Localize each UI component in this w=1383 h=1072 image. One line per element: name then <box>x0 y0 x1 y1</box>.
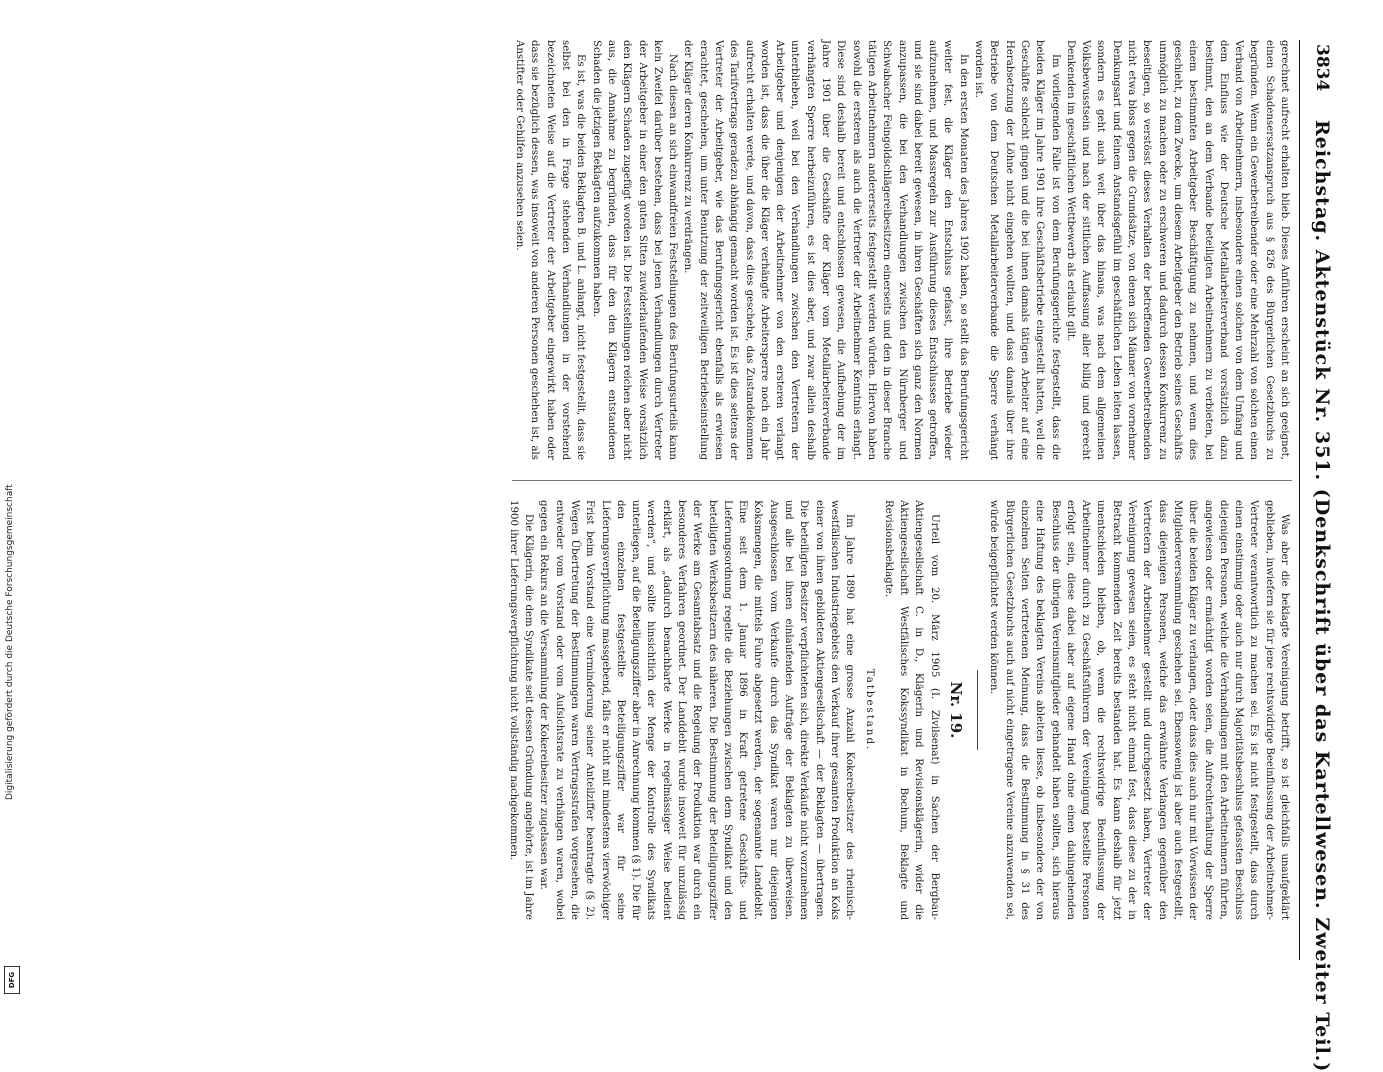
funding-credit <box>0 0 22 1000</box>
paragraph: Im Jahre 1890 hat eine grosse Anzahl Kokereibesitzer des rheinisch-westfälischen Industriegebiets den Verkauf ihrer gesamten Produktion an Koks einer von ihnen gebildeten Aktiengesellschaft — der Beklagten — übertragen. Die beteiligten Besitzer verpflichteten sich, direkte Verkäufe nicht vorzunehmen und alle bei ihnen einlaufenden Aufträge der Beklagten zu überweisen. Ausgeschlossen vom Verkaufe durch das Syndikat waren nur diejenigen Koksmengen, die mittels Fuhre abgesetzt werden, der sogenannte Landdebit. Eine seit dem 1. Januar 1896 in Kraft getretene Geschäfts- und Lieferungsordnung regelte die Beziehungen zwischen dem Syndikat und den beteiligten Werksbesitzern des näheren. Die Bestimmung der Beteiligungsziffer der Werke am Gesamtabsatz und die Regelung der Produktion war durch ein besonderes Verfahren geordnet. Der Landdebit wurde insoweit für unzulässig erklärt, als „dadurch benachbarte Werke in regelmässiger Weise bedient werden“, und sollte hinsichtlich der Menge der Kontrolle des Syndikats unterliegen, auf die Beteiligungsziffer aber in Anrechnung kommen (§ 1). Die für den einzelnen festgestellte Beteiligungsziffer war für seine Lieferungsverpflichtung massgebend, falls er nicht mit mindestens vierwöchiger Frist beim Vorstand eine Verminderung seiner Anteilziffer beantragte (§ 2). Wegen Übertretung der Bestimmungen waren Vertragsstrafen vorgesehen, die entweder vom Vorstand oder vom Aufsichtsrate zu verhängen waren, wobei gegen ein Rekurs an die Versammlung der Kokereibesitzer zugelassen war. <box>538 500 856 920</box>
section-subheading: Tatbestand. <box>863 668 875 752</box>
scanned-page <box>90 40 1340 1072</box>
credit-text: Digitalisierung gefördert durch die Deutsche Forschungsgemeinschaft <box>5 484 15 800</box>
left-column <box>512 40 1292 460</box>
logo-text: DFG <box>8 971 16 989</box>
section-intro: Urteil vom 20. März 1905 (I. Zivilsenat) in Sachen der Bergbau-Aktiengesellschaft C. in D., Klägerin und Revisionsklägerin, wider die Aktiengesellschaft Westfälisches Kokssyndikat in Bochum, Beklagte und Revisionsbeklagte. <box>882 500 940 920</box>
section-separator <box>977 670 978 750</box>
paragraph: Im vorliegenden Falle ist von dem Berufungsgerichte festgestellt, dass die beiden Kläger im Jahre 1901 ihre Geschäftsbetriebe eingestellt hatten, weil die Geschäfte schlecht gingen und die bei ihnen damals tätigen Arbeiter auf eine Herabsetzung der Löhne nicht eingehen wollten, und dass damals über ihre Betriebe von dem Deutschen Metallarbeiterverbande die Sperre verhängt worden ist. <box>973 40 1061 460</box>
dfg-logo-icon <box>4 966 20 994</box>
paragraph: gerechnet aufrecht erhalten blieb. Dieses Anführen erscheint an sich geeignet, einen Schadensersatzanspruch aus § 826 des Bürgerlichen Gesetzbuchs zu begründen. Wenn ein Gewerbetreibender oder eine Mehrzahl von solchen einen Verband von Arbeitnehmern, insbesondere einen solchen von dem Umfang und dem Einfluss wie der Deutsche Metallarbeiterverband vorsätzlich dazu bestimmt, den an dem Verbande beteiligten Arbeitnehmern zu verbieten, bei einem bestimmten Arbeitgeber Beschäftigung zu nehmen, und wenn dies geschieht, zu dem Zwecke, um diesem Arbeitgeber den Betrieb seines Geschäfts unmöglich zu machen oder zu erschweren und dadurch dessen Konkurrenz zu beseitigen, so verstösst dieses Verhalten der betreffenden Gewerbetreibenden nicht etwa bloss gegen die Grundsätze, von denen sich Männer von vornehmer Denkungsart und feinem Anstandsgefühl im geschäftlichen Leben leiten lassen, sondern es geht auch weit über das hinaus, was nach dem allgemeinen Volksbewusstsein und nach der sittlichen Auffassung aller billig und gerecht Denkenden im geschäftlichen Wettbewerb als erlaubt gilt. <box>1064 40 1290 460</box>
paragraph: In den ersten Monaten des Jahres 1902 haben, so stellt das Berufungsgericht weiter fest, die Kläger den Entschluss gefasst, ihre Betriebe wieder aufzunehmen, und Massregeln zur Ausführung dieses Entschlusses getroffen, und sie sind dabei bereit gewesen, in ihren Geschäften sich ganz den Normen anzupassen, die bei den Verhandlungen zwischen den Nürnberger und Schwabacher Feingoldschlägereibesitzern einerseits und den in dieser Branche tätigen Arbeitnehmern andererseits festgestellt werden würden. Hiervon haben sowohl die ersteren als auch die Vertreter der Arbeitnehmer Kenntnis erlangt. Diese sind deshalb bereit und entschlossen gewesen, die Aufhebung der im Jahre 1901 über die Geschäfte der Kläger vom Metallarbeiterverbande verhängten Sperre herbeizuführen, es ist dies aber, und zwar allein deshalb unterblieben, weil bei den Verhandlungen zwischen den Vertretern der Arbeitgeber und denjenigen der Arbeitnehmer von den ersteren verlangt worden ist, dass die über die Kläger verhängte Arbeitersperre noch ein Jahr aufrecht erhalten werde, und davon, dass dies geschehe, das Zustandekommen des Tarifvertrags geradezu abhängig gemacht worden ist. Es ist dies seitens der Vertreter der Arbeitgeber, wie das Berufungsgericht ebenfalls als erwiesen erachtet, geschehen, um unter Benutzung der zeitweiligen Betriebseinstellung der Kläger deren Konkurrenz zu verdrängen. <box>682 40 969 460</box>
paragraph: Es ist, was die beiden Beklagten B. und L. anlangt, nicht festgestellt, dass sie selbst bei den in Frage stehenden Verhandlungen in der vorstehend bezeichneten Weise auf die Vertreter der Arbeitgeber eingewirkt haben oder dass sie bezüglich dessen, was insoweit von anderen Personen geschehen ist, als Anstifter oder Gehilfen anzusehen seien. <box>514 40 587 460</box>
paragraph: Nach diesen an sich einwandfreien Feststellungen des Berufungsurteils kann kein Zweifel darüber bestehen, dass bei jenen Verhandlungen durch Vertreter der Arbeitgeber in einer den guten Sitten zuwiderlaufenden Weise vorsätzlich den Klägern Schaden zugefügt worden ist. Die Feststellungen reichen aber nicht aus, die Annahme zu begründen, dass für den den Klägern entstandenen Schaden die jetzigen Beklagten aufzukommen haben. <box>590 40 679 460</box>
right-column <box>505 500 1292 920</box>
paragraph: Was aber die beklagte Vereinigung betrifft, so ist gleichfalls unaufgeklärt geblieben, inwiefern sie für jene rechtswidrige Beeinflussung der Arbeitnehmer-Vertreter verantwortlich zu machen sei. Es ist nicht festgestellt, dass durch einen einstimmig oder auch nur durch Majoritätsbeschluss gefassten Beschluss diejenigen Personen, welche die Verhandlungen mit den Arbeitnehmern führten, angewiesen oder ermächtigt worden seien, die Aufrechterhaltung der Sperre über die beiden Kläger zu verlangen, oder dass dies auch nur mit Vorwissen der Mitgliederversammlung geschehen sei. Ebensowenig ist aber auch festgestellt, dass diejenigen Personen, welche das erwähnte Verlangen gegenüber den Vertretern der Arbeitnehmer gestellt und durchgesetzt haben, Vertreter der Vereinigung gewesen seien, es steht nicht einmal fest, dass diese zu der in Betracht kommenden Zeit bereits bestanden hat. Es kann deshalb für jetzt unentschieden bleiben, ob, wenn die rechtswidrige Beeinflussung der Arbeitnehmer durch zu Geschäftsführern der Vereinigung bestellte Personen erfolgt sein, diese dabei aber auf eigene Hand ohne einen dahingehenden Beschluss der übrigen Vereinsmitglieder gehandelt haben sollten, sich hieraus eine Haftung des beklagten Vereins ableiten liesse, ob insbesondere der von einzelnen Seiten vertretenen Meinung, dass die Bestimmung in § 31 des Bürgerlichen Gesetzbuchs auch auf nicht eingetragene Vereine anzuwenden sei, würde beigepflichtet werden können. <box>988 500 1290 920</box>
page-header <box>1299 40 1340 1072</box>
page-title: Reichstag. Aktenstück Nr. 351. (Denkschrift über das Kartellwesen. Zweiter Teil.) <box>1311 120 1333 1072</box>
column-divider <box>512 480 1292 481</box>
paragraph: Die Klägerin, die dem Syndikate seit dessen Gründung angehörte, ist im Jahre 1900 ihrer Lieferungsverpflichtung nicht vollständig nachgekommen. <box>507 500 535 920</box>
section-number: Nr. 19. <box>947 681 966 739</box>
page-number: 3834 <box>1312 44 1332 92</box>
